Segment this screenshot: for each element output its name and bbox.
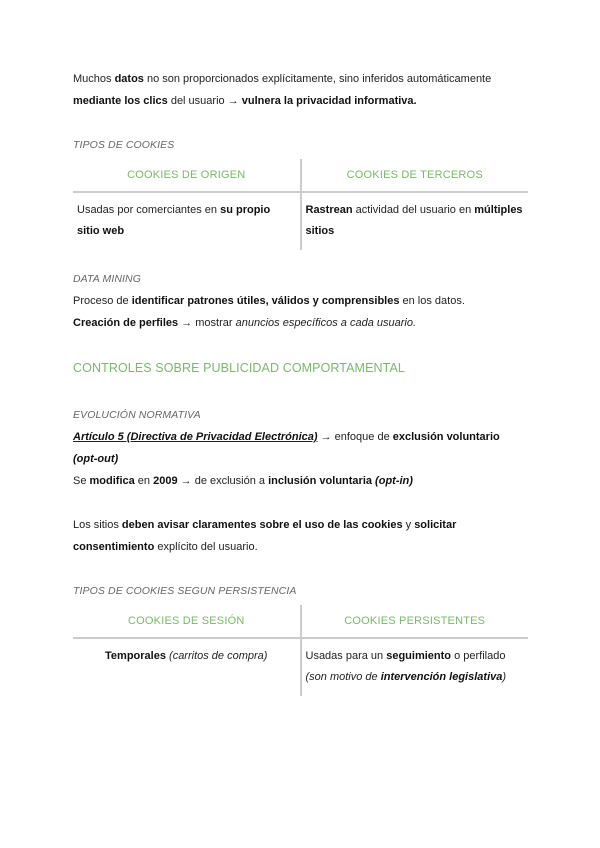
intro-paragraph: Muchos datos no son proporcionados explícitamente, sino inferidos automáticamente mediante los clics del usuario → vulnera la privacidad informativa. (73, 73, 492, 107)
cell-third-party: Rastrean actividad del usuario en múltiples sitios (305, 204, 523, 237)
cell-session: Temporales (carritos de compra) (73, 638, 301, 696)
document-page (73, 68, 528, 696)
data-mining-label: DATA MINING (73, 273, 141, 285)
evolucion-line-2: Se modifica en 2009 → de exclusión a inclusión voluntaria (opt-in) (73, 475, 413, 487)
section-heading: CONTROLES SOBRE PUBLICIDAD COMPORTAMENTAL (73, 361, 405, 375)
evolucion-line-1: Artículo 5 (Directiva de Privacidad Electrónica) → enfoque de exclusión voluntario (opt-out) (73, 431, 500, 465)
cell-origin: Usadas por comerciantes en su propio sitio web (73, 192, 301, 250)
evolucion-label: EVOLUCIÓN NORMATIVA (73, 409, 201, 421)
data-mining-line-2: Creación de perfiles → mostrar anuncios específicos a cada usuario. (73, 317, 416, 329)
cell-persistent: Usadas para un seguimiento o perfilado (son motivo de intervención legislativa) (305, 650, 507, 683)
cookies-types-table (73, 159, 528, 250)
data-mining-line-1: Proceso de identificar patrones útiles, válidos y comprensibles en los datos. (73, 295, 465, 307)
header-session: COOKIES DE SESIÓN (73, 605, 301, 638)
cookies-types-label: TIPOS DE COOKIES (73, 139, 175, 151)
persistencia-table (73, 605, 528, 696)
persistencia-label: TIPOS DE COOKIES SEGUN PERSISTENCIA (73, 585, 297, 597)
header-origin: COOKIES DE ORIGEN (73, 159, 301, 192)
sitios-paragraph: Los sitios deben avisar claramentes sobre el uso de las cookies y solicitar consentimiento explícito del usuario. (73, 519, 457, 553)
header-persistent: COOKIES PERSISTENTES (301, 605, 529, 638)
header-third-party: COOKIES DE TERCEROS (301, 159, 529, 192)
